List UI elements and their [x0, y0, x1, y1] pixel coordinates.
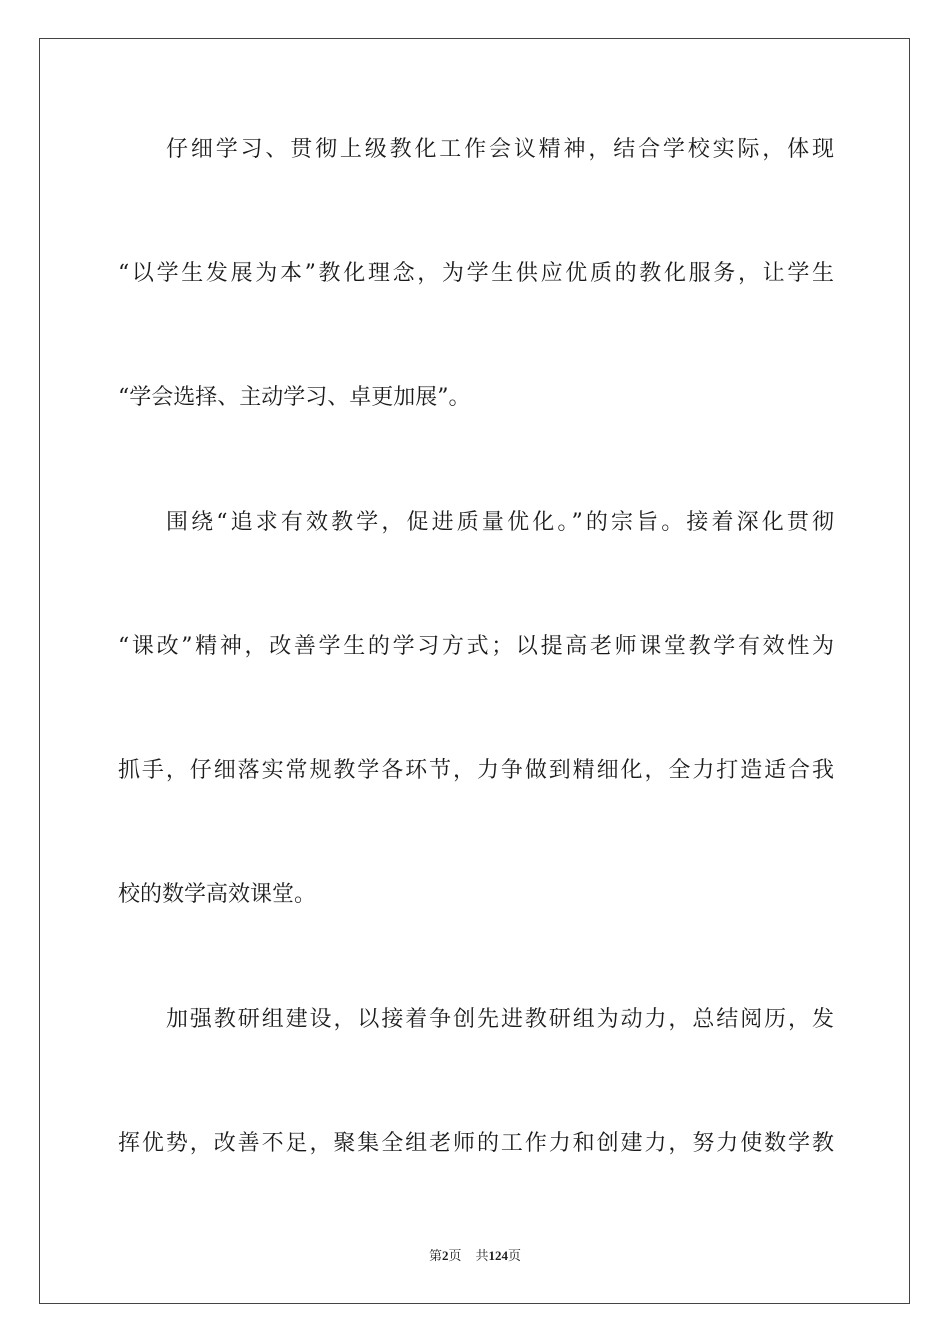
paragraph-line: 校的数学高效课堂。: [118, 882, 317, 907]
paragraph-line: “以学生发展为本”教化理念，为学生供应优质的教化服务，让学生: [118, 261, 834, 286]
footer-page-suffix: 页: [448, 1249, 462, 1264]
paragraph-line: 挥优势，改善不足，聚集全组老师的工作力和创建力，努力使数学教: [118, 1131, 834, 1156]
footer-page-number: 2: [441, 1248, 449, 1263]
paragraph-line: 围绕“追求有效教学，促进质量优化。”的宗旨。接着深化贯彻: [166, 510, 834, 535]
paragraph-line: “学会选择、主动学习、卓更加展”。: [118, 385, 471, 410]
footer-total-prefix: 共: [475, 1249, 489, 1264]
paragraph-line: “课改”精神，改善学生的学习方式；以提高老师课堂教学有效性为: [118, 634, 834, 659]
paragraph-line: 仔细学习、贯彻上级教化工作会议精神，结合学校实际，体现: [166, 137, 834, 162]
footer-page-prefix: 第: [428, 1249, 442, 1264]
page-border: [39, 38, 910, 1304]
paragraph-line: 抓手，仔细落实常规教学各环节，力争做到精细化，全力打造适合我: [118, 758, 834, 783]
page-footer: [0, 1247, 950, 1266]
footer-total-pages: 124: [488, 1248, 509, 1263]
paragraph-line: 加强教研组建设，以接着争创先进教研组为动力，总结阅历，发: [166, 1007, 834, 1032]
footer-total-suffix: 页: [508, 1249, 522, 1264]
